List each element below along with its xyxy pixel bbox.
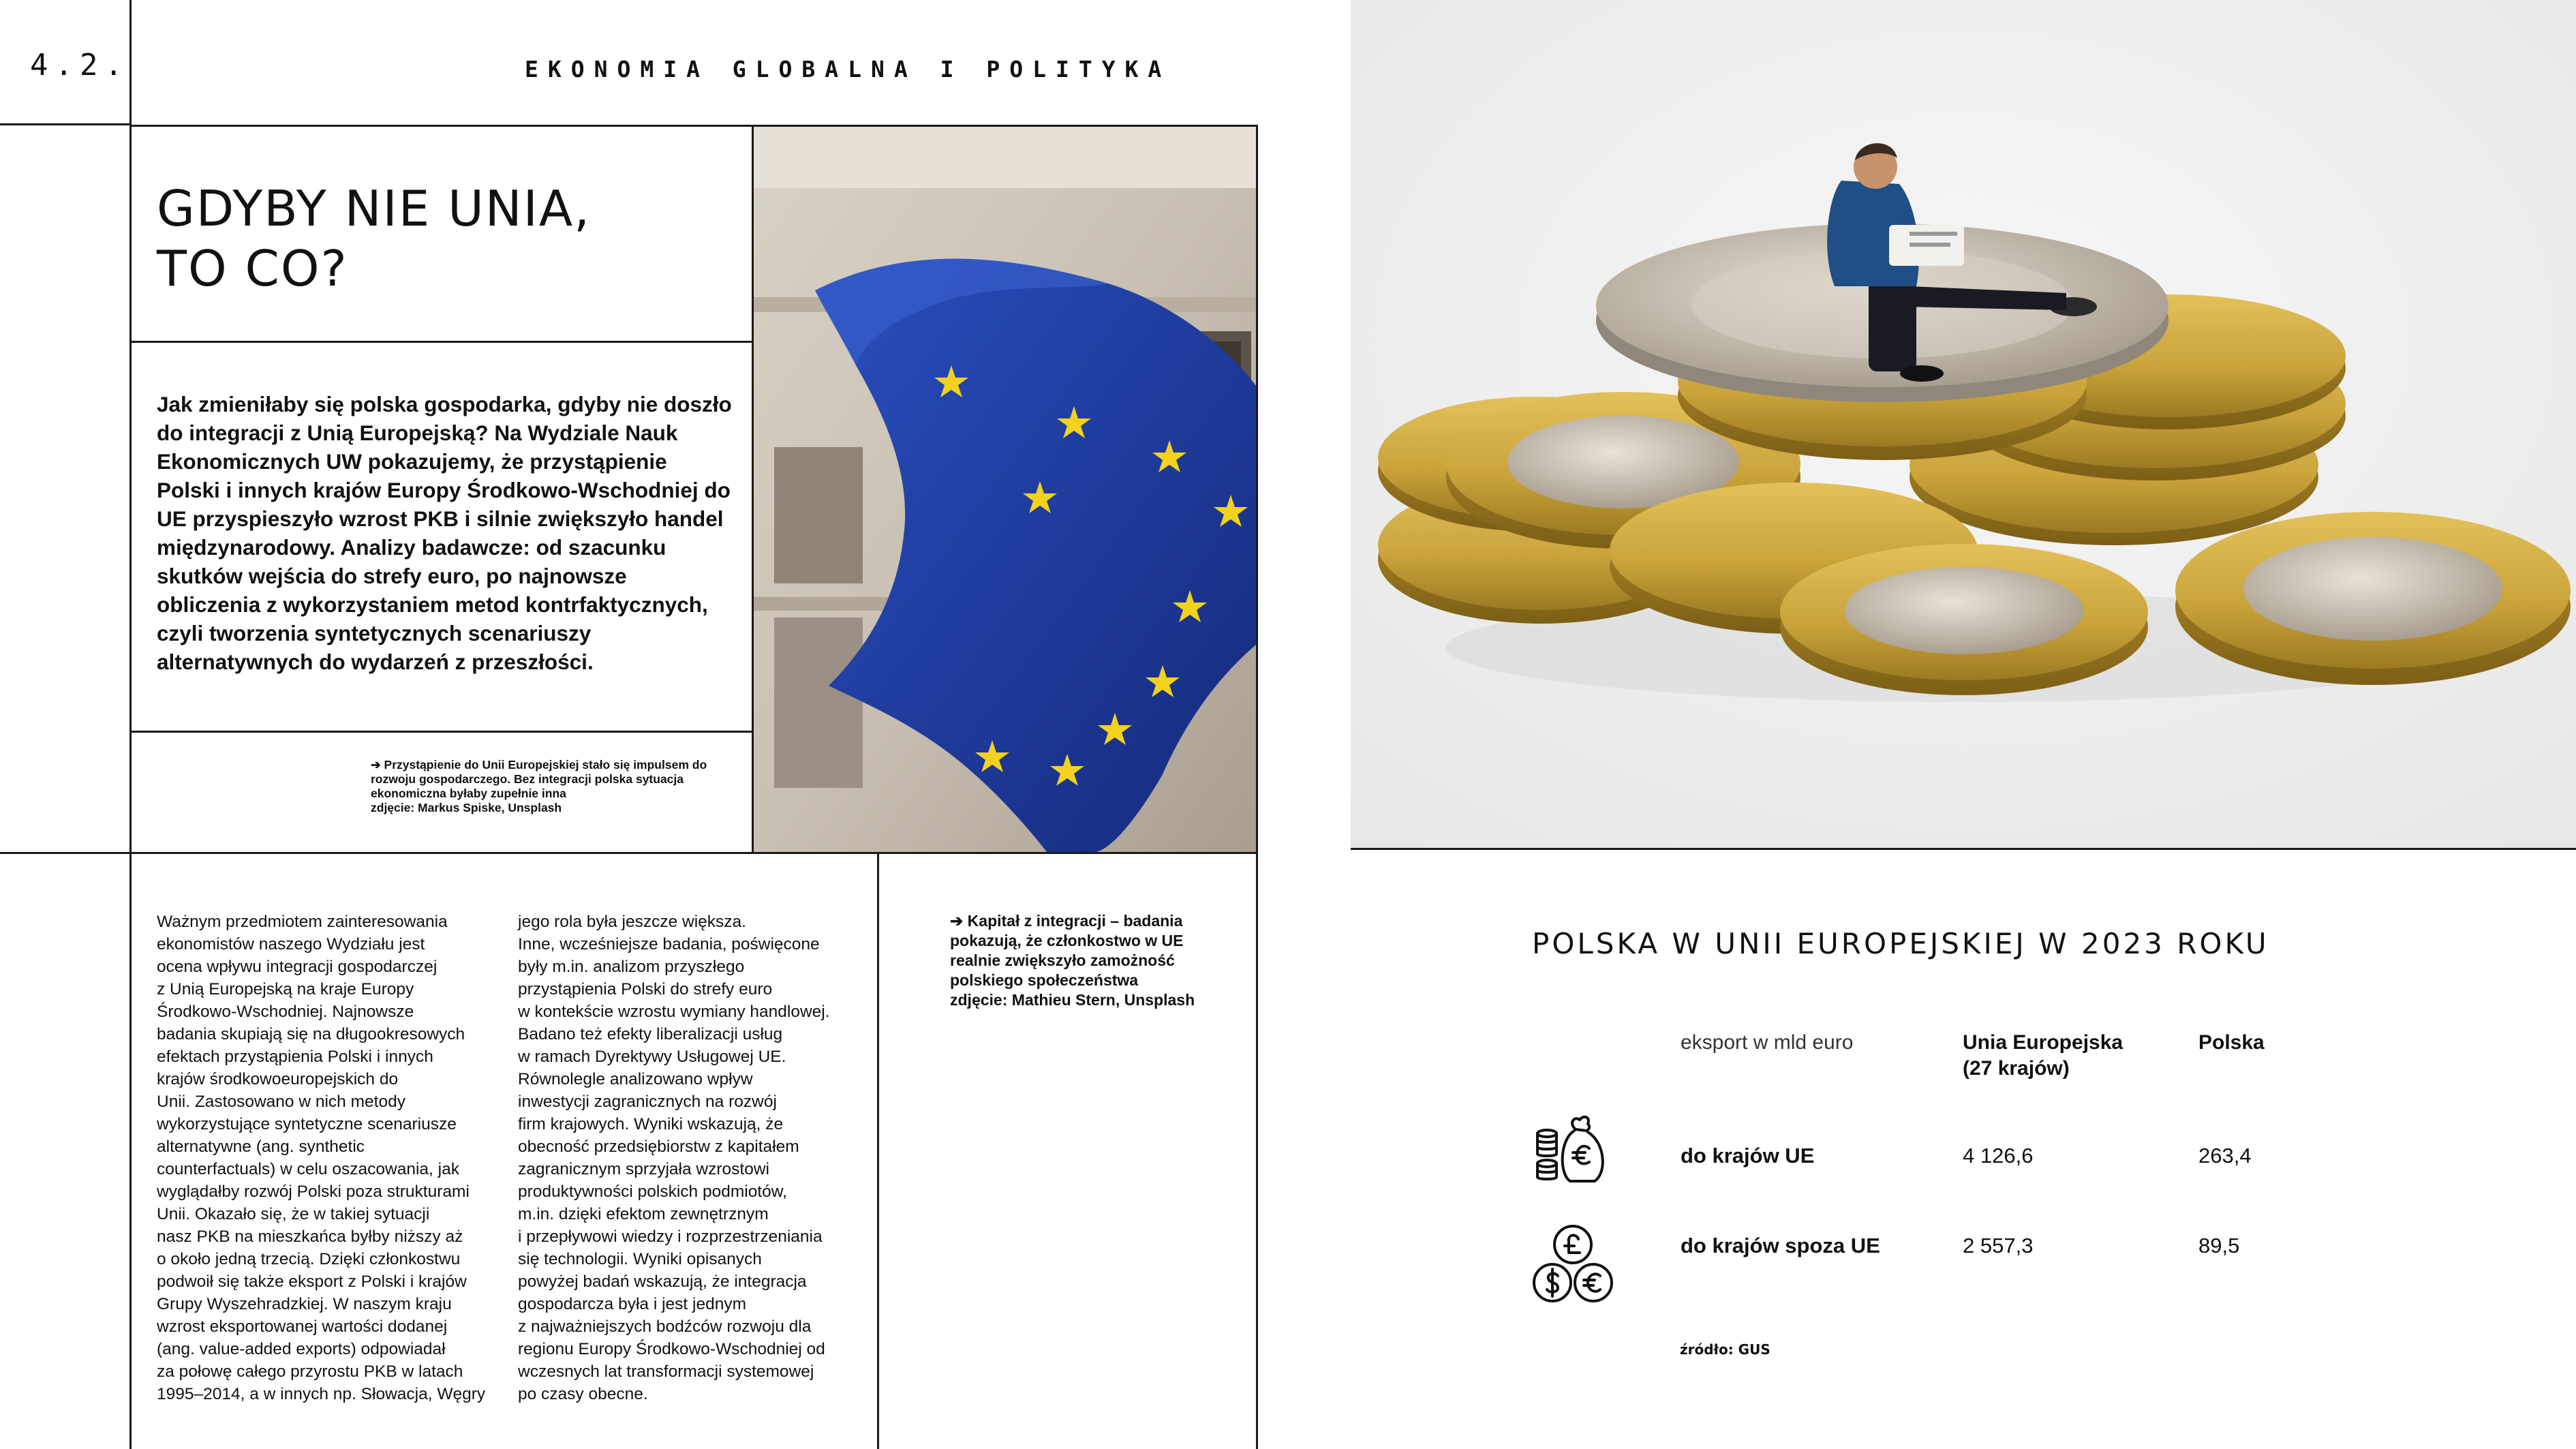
body-line: Ważnym przedmiotem zainteresowania xyxy=(157,913,448,931)
body-line: m.in. dzięki efektom zewnętrznym xyxy=(518,1205,769,1223)
body-line: podwoił się także eksport z Polski i krajów xyxy=(157,1272,467,1291)
rule-top-left xyxy=(0,123,129,125)
body-line: obecność przedsiębiorstw z kapitałem xyxy=(518,1138,799,1156)
body-line: gospodarcza była i jest jednym xyxy=(518,1295,747,1313)
body-line: Grupy Wyszehradzkiej. W naszym kraju xyxy=(157,1295,452,1313)
body-line: z Unią Europejską na kraje Europy xyxy=(157,980,414,998)
body-line: powyżej badań wskazują, że integracja xyxy=(518,1272,807,1291)
body-line: z najważniejszych bodźców rozwoju dla xyxy=(518,1317,812,1336)
body-line: badania skupiają się na długookresowych xyxy=(157,1025,465,1043)
flag-caption-text: ➔ Przystąpienie do Unii Europejskiej stało się impulsem do rozwoju gospodarczego. Bez integracji polska sytuacja ekonomiczna byłaby zupełnie inna xyxy=(371,758,707,800)
body-line: wyglądałby rozwój Polski poza strukturami xyxy=(157,1183,470,1201)
body-line: w ramach Dyrektywy Usługowej UE. xyxy=(518,1048,786,1066)
table-row-1-eu: 4 126,6 xyxy=(1963,1144,2034,1168)
body-line: za połowę całego przyrostu PKB w latach xyxy=(157,1362,463,1381)
body-line: efektach przystąpienia Polski i innych xyxy=(157,1048,433,1066)
headline-line-2: TO CO? xyxy=(157,240,348,297)
eu-flag-photo xyxy=(754,127,1256,852)
currency-coins-icon xyxy=(1531,1221,1615,1306)
body-line: produktywności polskich podmiotów, xyxy=(518,1183,787,1201)
coins-caption-text: ➔ Kapitał z integracji – badania pokazują, że członkostwo w UE realnie zwiększyło zamożność polskiego społeczeństwa xyxy=(950,912,1184,989)
body-line: Unii. Okazało się, że w takiej sytuacji xyxy=(157,1205,430,1223)
body-line: Badano też efekty liberalizacji usług xyxy=(518,1025,783,1043)
body-line: Inne, wcześniejsze badania, poświęcone xyxy=(518,935,820,954)
table-row-2-pl: 89,5 xyxy=(2198,1234,2240,1257)
flag-photo-caption xyxy=(371,758,725,815)
body-line: w kontekście wzrostu wymiany handlowej. xyxy=(518,1003,830,1021)
body-line: jego rola była jeszcze większa. xyxy=(518,913,746,931)
body-line: po czasy obecne. xyxy=(518,1385,648,1403)
body-line: wzrost eksportowanej wartości dodanej xyxy=(157,1317,448,1336)
table-header-eu-line2: (27 krajów) xyxy=(1963,1057,2070,1080)
table-header-pl: Polska xyxy=(2198,1031,2265,1054)
coins-caption-credit: zdjęcie: Mathieu Stern, Unsplash xyxy=(950,991,1195,1009)
rule-mid-horizontal xyxy=(0,852,1258,854)
rule-caption-col-left xyxy=(877,852,879,1449)
headline-line-1: GDYBY NIE UNIA, xyxy=(157,180,592,237)
coins-photo-caption xyxy=(950,911,1223,1010)
body-line: firm krajowych. Wyniki wskazują, że xyxy=(518,1115,784,1133)
body-line: ocena wpływu integracji gospodarczej xyxy=(157,958,438,976)
table-row-1-label: do krajów UE xyxy=(1681,1144,1815,1168)
table-row-1-pl: 263,4 xyxy=(2198,1144,2252,1168)
body-line: counterfactuals) w celu oszacowania, jak xyxy=(157,1160,459,1178)
body-line: regionu Europy Środkowo-Wschodniej od xyxy=(518,1340,825,1358)
body-line: były m.in. analizom przyszłego xyxy=(518,958,745,976)
rule-under-headline xyxy=(129,341,752,343)
section-number: 4.2. xyxy=(30,48,129,82)
body-column-2 xyxy=(518,911,865,1405)
body-line: zagranicznym sprzyjała wzrostowi xyxy=(518,1160,769,1178)
body-line: inwestycji zagranicznych na rozwój xyxy=(518,1093,777,1111)
rule-left-vertical xyxy=(129,0,132,1449)
body-line: i przepływowi wiedzy i rozprzestrzeniania xyxy=(518,1227,823,1246)
body-line: się technologii. Wyniki opisanych xyxy=(518,1250,762,1268)
body-line: Środkowo-Wschodniej. Najnowsze xyxy=(157,1003,414,1021)
article-headline xyxy=(157,179,591,299)
section-title: EKONOMIA GLOBALNA I POLITYKA xyxy=(525,56,1171,82)
table-header-eu xyxy=(1963,1030,2123,1082)
body-line: wykorzystujące syntetyczne scenariusze xyxy=(157,1115,457,1133)
rule-right-page xyxy=(1351,848,2576,850)
coins-photo xyxy=(1351,0,2576,848)
body-column-1 xyxy=(157,911,497,1405)
body-line: ekonomistów naszego Wydziału jest xyxy=(157,935,425,954)
body-line: nasz PKB na mieszkańca byłby niższy aż xyxy=(157,1227,463,1246)
body-line: krajów środkowoeuropejskich do xyxy=(157,1070,399,1088)
body-line: o około jedną trzecią. Dzięki członkostwu xyxy=(157,1250,461,1268)
article-lead: Jak zmieniłaby się polska gospodarka, gdyby nie doszło do integracji z Unią Europejską? Na Wydziale Nauk Ekonomicznych UW pokazujemy, że przystąpienie Polski i innych krajów Europy Środkowo-Wschodniej do UE przyspieszyło wzrost PKB i silnie zwiększyło handel międzynarodowy. Analizy badawcze: od szacunku skutków wejścia do strefy euro, po najnowsze obliczenia z wykorzystaniem metod kontrfaktycznych, czyli tworzenia syntetycznych scenariuszy alternatywnych do wydarzeń z przeszłości. xyxy=(157,392,732,674)
rule-page-right-vertical xyxy=(1256,125,1258,1449)
money-bag-euro-icon xyxy=(1532,1108,1612,1188)
body-line: 1995–2014, a w innych np. Słowacja, Węgry xyxy=(157,1385,486,1403)
table-title: POLSKA W UNII EUROPEJSKIEJ W 2023 ROKU xyxy=(1532,927,2269,960)
body-line: alternatywne (ang. synthetic xyxy=(157,1138,365,1156)
flag-caption-credit: zdjęcie: Markus Spiske, Unsplash xyxy=(371,801,562,814)
body-line: przystąpienia Polski do strefy euro xyxy=(518,980,773,998)
body-line: wczesnych lat transformacji systemowej xyxy=(518,1362,814,1381)
body-line: Unii. Zastosowano w nich metody xyxy=(157,1093,405,1111)
table-header-label: eksport w mld euro xyxy=(1681,1031,1854,1054)
rule-under-lead xyxy=(129,731,752,733)
table-row-2-eu: 2 557,3 xyxy=(1963,1234,2034,1257)
table-source: źródło: GUS xyxy=(1680,1341,1770,1358)
table-header-eu-line1: Unia Europejska xyxy=(1963,1031,2123,1054)
table-row-2-label: do krajów spoza UE xyxy=(1681,1234,1880,1257)
body-line: (ang. value-added exports) odpowiadał xyxy=(157,1340,446,1358)
body-line: Równolegle analizowano wpływ xyxy=(518,1070,753,1088)
